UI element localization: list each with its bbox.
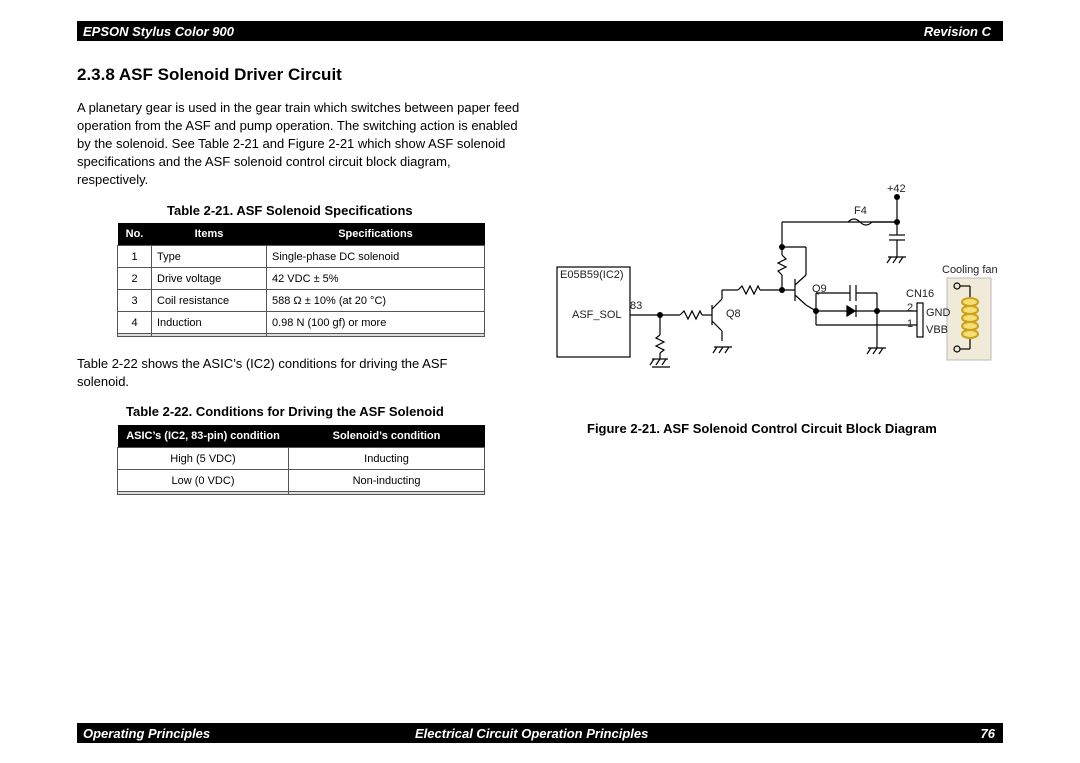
connector-label: CN16 bbox=[906, 288, 935, 300]
table-row bbox=[118, 246, 485, 268]
pin-label: 83 bbox=[630, 300, 643, 312]
fan-label: Cooling fan bbox=[942, 264, 998, 276]
table-row bbox=[118, 470, 485, 492]
table-row bbox=[118, 268, 485, 290]
q9-label: Q9 bbox=[812, 283, 827, 295]
cell-item: Induction bbox=[152, 312, 267, 334]
gnd-label: GND bbox=[926, 307, 951, 319]
col-header-items: Items bbox=[152, 223, 267, 246]
fuse-label: F4 bbox=[854, 205, 867, 217]
cell-spec: 42 VDC ± 5% bbox=[267, 268, 485, 290]
col-header-no: No. bbox=[118, 223, 152, 246]
pin2-label: 2 bbox=[907, 302, 914, 314]
signal-label: ASF_SOL bbox=[572, 309, 622, 321]
table22-caption: Table 2-22. Conditions for Driving the ASF Solenoid bbox=[126, 404, 444, 419]
cell-no: 4 bbox=[118, 312, 152, 334]
table-row bbox=[118, 290, 485, 312]
cell-no: 1 bbox=[118, 246, 152, 268]
conditions-table bbox=[117, 425, 485, 495]
header-revision: Revision C bbox=[923, 24, 991, 39]
cell-item: Type bbox=[152, 246, 267, 268]
page-header bbox=[77, 21, 1003, 41]
page-number: 76 bbox=[980, 726, 995, 741]
col-header-specs: Specifications bbox=[267, 223, 485, 246]
footer-left: Operating Principles bbox=[83, 726, 211, 741]
cell-spec: Single-phase DC solenoid bbox=[267, 246, 485, 268]
section-heading: 2.3.8 ASF Solenoid Driver Circuit bbox=[77, 65, 342, 84]
cell-asic: High (5 VDC) bbox=[118, 448, 289, 470]
page-footer bbox=[77, 723, 1003, 743]
header-title: EPSON Stylus Color 900 bbox=[83, 24, 234, 39]
voltage-label: +42 bbox=[887, 183, 906, 195]
q8-label: Q8 bbox=[726, 308, 741, 320]
footer-center: Electrical Circuit Operation Principles bbox=[415, 726, 649, 741]
fan-coil-windings bbox=[962, 298, 978, 338]
ic-label: E05B59(IC2) bbox=[560, 269, 624, 281]
cell-no: 2 bbox=[118, 268, 152, 290]
col-header-solenoid: Solenoid’s condition bbox=[289, 425, 485, 448]
cell-no: 3 bbox=[118, 290, 152, 312]
ground-symbols bbox=[650, 257, 906, 367]
cell-asic: Low (0 VDC) bbox=[118, 470, 289, 492]
cell-solenoid: Non-inducting bbox=[289, 470, 485, 492]
table-bottom-spacer bbox=[118, 334, 485, 337]
table-header-row bbox=[118, 223, 485, 246]
table-header-row bbox=[118, 425, 485, 448]
cell-item: Drive voltage bbox=[152, 268, 267, 290]
cell-solenoid: Inducting bbox=[289, 448, 485, 470]
table-bottom-spacer bbox=[118, 492, 485, 495]
connector-cn16 bbox=[917, 303, 923, 337]
table-row bbox=[118, 312, 485, 334]
cell-item: Coil resistance bbox=[152, 290, 267, 312]
pin1-label: 1 bbox=[907, 318, 914, 330]
intro-paragraph: A planetary gear is used in the gear train which switches between paper feed operation from the ASF and pump operation. The switching action is enabled by the solenoid. See Table 2-21 and Figure 2-21 which show ASF solenoid specifications and the ASF solenoid control circuit block diagram, respectively. bbox=[77, 100, 520, 187]
figure-caption: Figure 2-21. ASF Solenoid Control Circuit Block Diagram bbox=[587, 421, 937, 436]
col-header-asic: ASIC’s (IC2, 83-pin) condition bbox=[118, 425, 289, 448]
table21-caption: Table 2-21. ASF Solenoid Specifications bbox=[167, 203, 413, 218]
cell-spec: 0.98 N (100 gf) or more bbox=[267, 312, 485, 334]
cell-spec: 588 Ω ± 10% (at 20 °C) bbox=[267, 290, 485, 312]
spec-table bbox=[117, 223, 485, 337]
asic-paragraph: Table 2-22 shows the ASIC’s (IC2) conditions for driving the ASF solenoid. bbox=[77, 356, 448, 389]
table-row bbox=[118, 448, 485, 470]
circuit-diagram bbox=[550, 175, 1010, 375]
vbb-label: VBB bbox=[926, 324, 949, 336]
